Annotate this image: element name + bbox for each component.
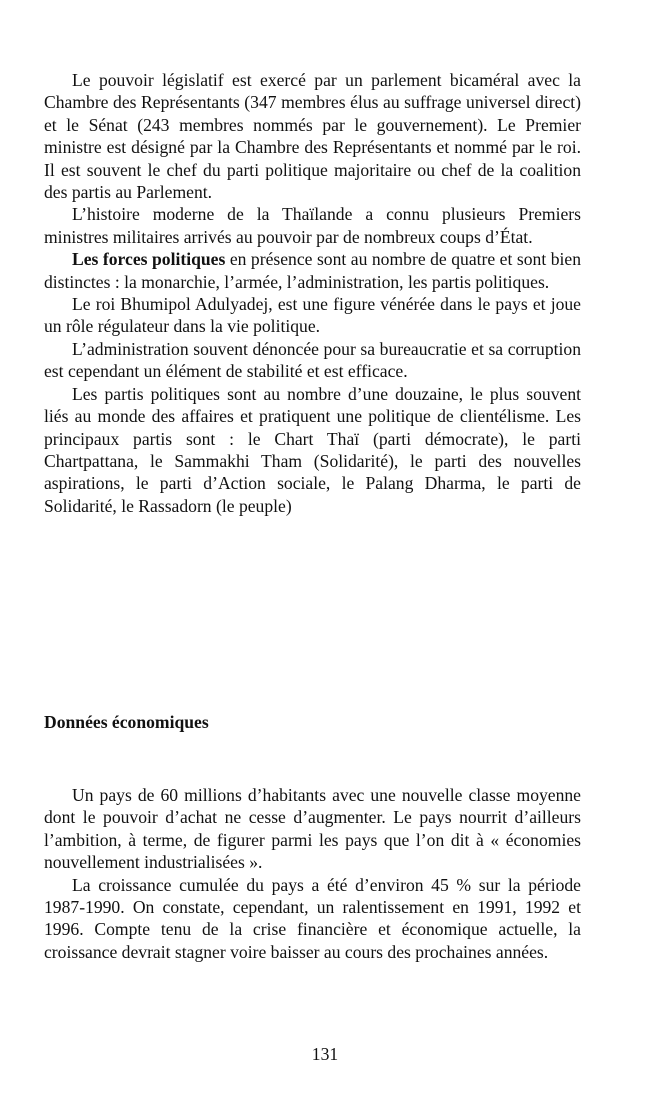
page-body	[44, 69, 581, 517]
political-forces-text: en présence sont au nombre de quatre et sont bien distinctes : la monarchie, l’armée, l’administration, les partis politiques.	[44, 249, 581, 292]
paragraph-political-parties: Les partis politiques sont au nombre d’une douzaine, le plus souvent liés au monde des affaires et pratiquent une politique de clientélisme. Les principaux partis sont : le Chart Thaï (parti démocrate), le parti Chartpattana, le Sammakhi Tham (Solidarité), le parti des nouvelles aspirations, le parti d’Action sociale, le Palang Dharma, le parti de Solidarité, le Rassadorn (le peuple)	[44, 383, 581, 516]
paragraph-population: Un pays de 60 millions d’habitants avec une nouvelle classe moyenne dont le pouvoir d’achat ne cesse d’augmenter. Le pays nourrit d’ailleurs l’ambition, à terme, de figurer parmi les pays que l’on dit à « économies nouvellement industrialisées ».	[44, 785, 581, 873]
page-number: 131	[311, 1044, 339, 1064]
paragraph-legislative-power: Le pouvoir législatif est exercé par un parlement bicaméral avec la Chambre des Représentants (347 membres élus au suffrage universel direct) et le Sénat (243 membres nommés par le gouvernement). Le Premier ministre est désigné par la Chambre des Représentants et nommé par le roi. Il est souvent le chef du parti politique majoritaire ou chef de la coalition des partis au Parlement.	[44, 70, 581, 203]
economic-section-body	[44, 784, 581, 963]
section-heading-economic-data: Données économiques	[44, 712, 209, 732]
paragraph-administration: L’administration souvent dénoncée pour sa bureaucratie et sa corruption est cependant un élément de stabilité et est efficace.	[44, 338, 581, 382]
paragraph-growth: La croissance cumulée du pays a été d’environ 45 % sur la période 1987-1990. On constate, cependant, un ralentissement en 1991, 1992 et 1996. Compte tenu de la crise financière et économique actuelle, la croissance devrait stagner voire baisser au cours des prochaines années.	[44, 874, 581, 962]
paragraph-king: Le roi Bhumipol Adulyadej, est une figure vénérée dans le pays et joue un rôle régulateur dans la vie politique.	[44, 294, 581, 337]
paragraph-political-forces	[44, 248, 581, 293]
political-forces-bold: Les forces politiques	[72, 249, 226, 270]
paragraph-modern-history: L’histoire moderne de la Thaïlande a connu plusieurs Premiers ministres militaires arrivés au pouvoir par de nombreux coups d’État.	[44, 204, 581, 247]
